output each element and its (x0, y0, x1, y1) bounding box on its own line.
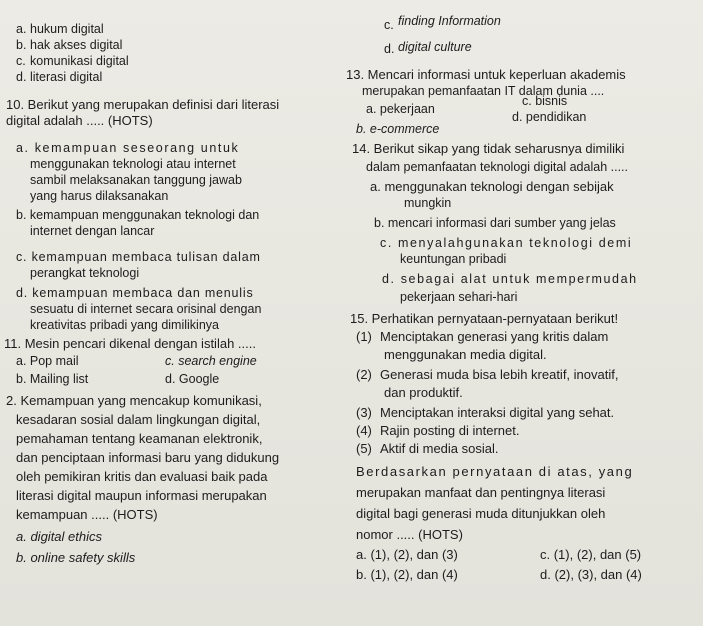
q12-stem: 2. Kemampuan yang mencakup komunikasi, (6, 393, 262, 408)
q15-statement-3: Menciptakan interaksi digital yang sehat. (380, 405, 615, 420)
q9-option-d-right: digital culture (398, 40, 472, 54)
q9-option-c: komunikasi digital (30, 54, 129, 68)
q15-statement-1: Menciptakan generasi yang kritis dalam (380, 329, 609, 344)
q13-option-b: b. e-commerce (356, 122, 440, 136)
q12-stem-7: kemampuan ..... (HOTS) (16, 507, 158, 522)
q9-letter-d: d. (16, 70, 27, 84)
q9-option-a: hukum digital (30, 22, 104, 36)
q10-option-a: a. kemampuan seseorang untuk (16, 141, 240, 155)
q13-stem-2: merupakan pemanfaatan IT dalam dunia .... (362, 84, 605, 98)
q9-letter-d-right: d. (384, 42, 395, 56)
q15-statement-3-num: (3) (356, 405, 372, 420)
q9-option-d: literasi digital (30, 70, 103, 84)
q10-option-a-3: sambil melaksanakan tanggung jawab (30, 173, 242, 187)
q14-stem-2: dalam pemanfaatan teknologi digital adalah ..... (366, 160, 628, 174)
q15-statement-5-num: (5) (356, 441, 372, 456)
q9-letter-c: c. (16, 54, 26, 68)
q10-option-c: c. kemampuan membaca tulisan dalam (16, 250, 261, 264)
q10-option-a-2: menggunakan teknologi atau internet (30, 157, 236, 171)
q13-option-c: c. bisnis (522, 94, 568, 108)
q15-closing-4: nomor ..... (HOTS) (356, 527, 463, 542)
q9-option-c-right: finding Information (398, 14, 501, 28)
q15-statement-1-2: menggunakan media digital. (384, 347, 547, 362)
q15-closing-2: merupakan manfaat dan pentingnya literasi (356, 485, 606, 500)
q10-option-d: d. kemampuan membaca dan menulis (16, 286, 254, 300)
q15-statement-5: Aktif di media sosial. (380, 441, 499, 456)
q14-option-a: a. menggunakan teknologi dengan sebijak (370, 179, 614, 194)
q12-stem-4: dan penciptaan informasi baru yang didukung (16, 450, 280, 465)
q11-option-c: c. search engine (165, 354, 257, 368)
q10-option-a-4: yang harus dilaksanakan (30, 189, 169, 203)
q15-statement-4: Rajin posting di internet. (380, 423, 520, 438)
q14-option-d: d. sebagai alat untuk mempermudah (382, 272, 638, 286)
q15-option-c: c. (1), (2), dan (5) (540, 547, 642, 562)
q10-stem-2: digital adalah ..... (HOTS) (6, 113, 153, 128)
q14-option-c: c. menyalahgunakan teknologi demi (380, 236, 633, 250)
q15-option-d: d. (2), (3), dan (4) (540, 567, 642, 582)
q12-stem-6: literasi digital maupun informasi merupakan (16, 488, 267, 503)
q10-option-b: b. kemampuan menggunakan teknologi dan (16, 208, 260, 222)
q14-option-d-2: pekerjaan sehari-hari (400, 290, 518, 304)
q9-letter-c-right: c. (384, 18, 394, 32)
q12-stem-2: kesadaran sosial dalam lingkungan digital, (16, 412, 261, 427)
q13-option-a: a. pekerjaan (366, 102, 435, 116)
q15-statement-1-num: (1) (356, 329, 372, 344)
q12-option-b: b. online safety skills (16, 550, 136, 565)
q12-option-a: a. digital ethics (16, 529, 102, 544)
q11-option-d: d. Google (165, 372, 220, 386)
q10-option-d-3: kreativitas pribadi yang dimilikinya (30, 318, 219, 332)
q15-closing-3: digital bagi generasi muda ditunjukkan oleh (356, 506, 606, 521)
q11-option-b: b. Mailing list (16, 372, 89, 386)
q15-stem: 15. Perhatikan pernyataan-pernyataan berikut! (350, 311, 619, 326)
q11-option-a: a. Pop mail (16, 354, 79, 368)
q9-letter-a: a. (16, 22, 27, 36)
q13-option-d: d. pendidikan (512, 110, 587, 124)
q10-stem: 10. Berikut yang merupakan definisi dari literasi (6, 97, 280, 112)
q15-statement-2: Generasi muda bisa lebih kreatif, inovatif, (380, 367, 619, 382)
q14-option-c-2: keuntungan pribadi (400, 252, 507, 266)
q12-stem-3: pemahaman tentang keamanan elektronik, (16, 431, 263, 446)
q14-option-b: b. mencari informasi dari sumber yang jelas (374, 216, 616, 230)
q12-stem-5: oleh pemikiran kritis dan evaluasi baik pada (16, 469, 268, 484)
q10-option-b-2: internet dengan lancar (30, 224, 155, 238)
q10-option-c-2: perangkat teknologi (30, 266, 140, 280)
q15-option-a: a. (1), (2), dan (3) (356, 547, 458, 562)
q15-statement-2-2: dan produktif. (384, 385, 463, 400)
q9-option-b: hak akses digital (30, 38, 123, 52)
q14-stem: 14. Berikut sikap yang tidak seharusnya dimiliki (352, 141, 625, 156)
q11-stem: 11. Mesin pencari dikenal dengan istilah ..... (4, 336, 256, 351)
q14-option-a-2: mungkin (404, 196, 452, 210)
q15-statement-4-num: (4) (356, 423, 372, 438)
q9-letter-b: b. (16, 38, 27, 52)
q10-option-d-2: sesuatu di internet secara orisinal dengan (30, 302, 262, 316)
q15-statement-2-num: (2) (356, 367, 372, 382)
q15-option-b: b. (1), (2), dan (4) (356, 567, 458, 582)
q15-closing-1: Berdasarkan pernyataan di atas, yang (356, 464, 634, 479)
q13-stem: 13. Mencari informasi untuk keperluan akademis (346, 67, 626, 82)
